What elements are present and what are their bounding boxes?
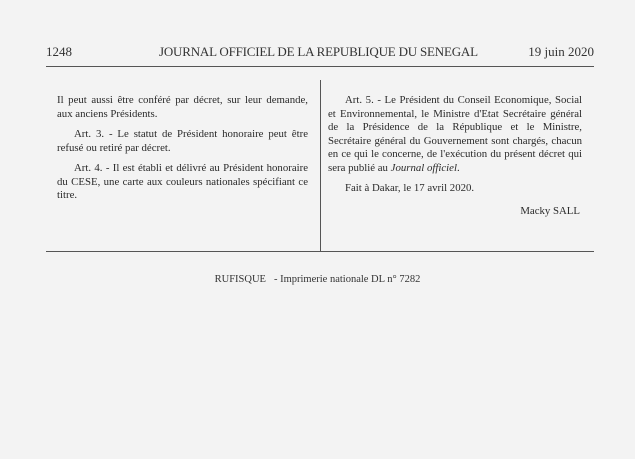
article-5-end: . — [456, 161, 460, 174]
place-date: Fait à Dakar, le 17 avril 2020. — [345, 182, 475, 194]
footer-rule — [46, 251, 594, 252]
imprint-printer: - Imprimerie nationale DL n° 7282 — [273, 274, 421, 285]
imprint-line — [0, 274, 635, 285]
article-5-text: Art. 5. - Le Président du Conseil Economique, Social et Environnemental, le Ministre d'Etat Secrétaire général de la Présidence de la République et le Ministre, Secrétaire général du Gouvernement sont chargés, chacun en ce qui le concerne, de l'exécution du présent décret qui sera publié au — [328, 94, 582, 174]
journal-officiel-italic: Journal officiel — [390, 161, 457, 174]
column-divider — [320, 80, 321, 251]
header-rule — [46, 66, 594, 67]
page-header — [46, 44, 594, 62]
paragraph-conferral: Il peut aussi être conféré par décret, sur leur demande, aux anciens Présidents. — [57, 94, 308, 120]
journal-title: JOURNAL OFFICIEL DE LA REPUBLIQUE DU SENEGAL — [159, 44, 478, 59]
issue-date: 19 juin 2020 — [528, 44, 594, 59]
signature: Macky SALL — [520, 204, 580, 217]
imprint-city: RUFISQUE — [214, 274, 266, 285]
article-4: Art. 4. - Il est établi et délivré au Président honoraire du CESE, une carte aux couleurs nationales spécifiant ce titre. — [57, 162, 308, 201]
page-number: 1248 — [46, 44, 72, 59]
article-3: Art. 3. - Le statut de Président honoraire peut être refusé ou retiré par décret. — [57, 128, 308, 154]
right-column — [328, 94, 582, 225]
article-5 — [328, 94, 582, 175]
left-column — [57, 94, 308, 210]
